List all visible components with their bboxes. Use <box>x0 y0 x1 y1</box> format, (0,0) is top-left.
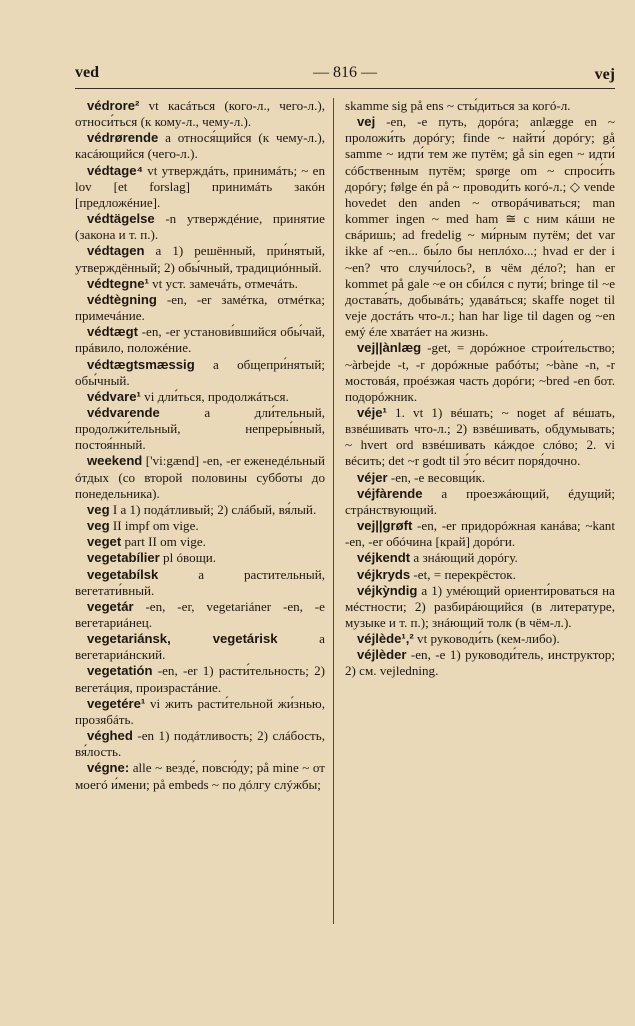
definition: a знáющий дорóгу. <box>410 550 518 566</box>
headword: vej <box>357 114 376 130</box>
headword: véjlèder <box>357 647 407 663</box>
headword: véghed <box>87 728 133 744</box>
definition: -en, -er установи́вшийся обы́чай, прáвило, положéние. <box>75 324 325 356</box>
headword: weekend <box>87 453 143 469</box>
definition: II impf om vige. <box>109 518 199 534</box>
headword: vegetére¹ <box>87 695 146 711</box>
dictionary-entry <box>345 340 615 405</box>
headword: véjkỳndig <box>357 582 418 598</box>
dictionary-entry <box>75 324 325 356</box>
headword: vej||grøft <box>357 518 413 534</box>
headword: védrørende <box>87 130 159 146</box>
dictionary-entry <box>345 647 615 679</box>
dictionary-entry <box>75 631 325 663</box>
definition: vi жить расти́тельной жи́знью, прозябáть. <box>75 695 325 727</box>
dictionary-entry <box>75 567 325 599</box>
definition: -en, -e 1) руководи́тель, инструктор; 2) см. vejledning. <box>345 647 615 679</box>
definition: -get, = дорóжное строи́тельство; ~àrbejde -t, -r дорóжные рабóты; ~bàne -n, -r мостовáя, проéзжая часть дорóги; ~bred -en бот. подорóжник. <box>345 340 615 404</box>
dictionary-entry <box>345 114 615 340</box>
definition: a вегетариáнский. <box>75 631 325 663</box>
headword: vegetabílsk <box>87 566 159 582</box>
page-number: — 816 — <box>313 64 377 81</box>
dictionary-entry <box>75 292 325 324</box>
headword: vegetariánsk, vegetárisk <box>87 631 278 647</box>
headword: védrore² <box>87 98 140 113</box>
dictionary-entry <box>75 599 325 631</box>
headword: vej||ànlæg <box>357 340 422 356</box>
headword: veg <box>87 518 110 534</box>
dictionary-entry <box>75 453 325 501</box>
definition: I a 1) подáтливый; 2) слáбый, вя́лый. <box>109 501 317 517</box>
definition: a проезжáющий, éдущий; стрáнствующий. <box>345 485 615 517</box>
definition: a растительный, вегетати́вный. <box>75 566 325 598</box>
headword: védtage⁴ <box>87 162 143 178</box>
headword: védtægtsmæssig <box>87 356 195 372</box>
headword: vegetár <box>87 598 134 614</box>
headword: vegetatión <box>87 663 153 679</box>
dictionary-entry <box>75 98 325 130</box>
dictionary-entry <box>345 405 615 470</box>
definition: part II om vige. <box>121 534 206 550</box>
headword: véjfàrende <box>357 485 423 501</box>
dictionary-entry <box>345 583 615 631</box>
dictionary-entry <box>345 470 615 486</box>
headword: veg <box>87 501 110 517</box>
right-guide-word: vej <box>594 66 615 83</box>
headword: védtegne¹ <box>87 275 149 291</box>
dictionary-entry <box>75 760 325 792</box>
definition: ['vi:gænd] -en, -er еженедéльный óтдых (со второй половины субботы до понедельника). <box>75 453 325 501</box>
column-divider <box>333 98 334 924</box>
dictionary-entry <box>345 550 615 566</box>
definition: vi дли́ться, продолжáться. <box>140 388 289 404</box>
headword: véjkendt <box>357 550 411 566</box>
dictionary-entry <box>345 567 615 583</box>
dictionary-entry <box>75 728 325 760</box>
dictionary-entry <box>75 130 325 162</box>
definition: -en, -er замéтка, отмéтка; примечáние. <box>75 291 325 324</box>
headword: vegetabílier <box>87 550 160 566</box>
headword: védvare¹ <box>87 388 141 404</box>
definition: -en, -e путь, дорóга; anlægge en ~ проложи́ть дорóгу; finde ~ найти́ дорóгу; gå samme ~ идти́ тем же путём; gå sin egen ~ идти́ сóбственным путём; spørge om ~ спроси́ть дорóгу; følge én på ~ проводи́ть когó-л.; ◇ vende hovedet den anden ~ отворáчиваться; man kommer ingen ~ med ham ≅ с ним кáши не свáришь; ad fredelig ~ ми́рным путём; det var ikke af ~en... бы́ло бы неплóхо...; hvad er der i ~en? что случи́лось?, в чём дéло?; han er kommet på gale ~e он сби́лся с пути́; bringe til ~e достава́ть, добывáть; удавáться; skaffe noget til veje достáть что-л.; han har lige til dagen og ~en емý éле хватáет на жизнь. <box>345 114 615 340</box>
header-rule <box>75 88 615 89</box>
definition: -en, -er придорóжная канáва; ~kant -en, -er обóчина [край] дорóги. <box>345 518 615 550</box>
dictionary-entry <box>75 276 325 292</box>
headword: véje¹ <box>357 404 387 420</box>
definition: pl óвощи. <box>159 550 217 566</box>
definition: -en, -er 1) расти́тельность; 2) вегетáция, произрастáние. <box>75 663 325 695</box>
definition: -en 1) подáтливость; 2) слáбость, вя́лость. <box>75 728 325 760</box>
definition: a общепри́нятый; обы́чный. <box>75 356 325 388</box>
dictionary-entry <box>75 389 325 405</box>
dictionary-entry <box>75 502 325 518</box>
definition: vt утверждáть, принимáть; ~ en lov [et forslag] принимáть закóн [предложéние]. <box>75 162 325 210</box>
dictionary-entry <box>75 550 325 566</box>
dictionary-entry <box>75 534 325 550</box>
definition: a 1) решённый, при́нятый, утверждённый; 2) обы́чный, традициóнный. <box>75 243 325 275</box>
definition: vt руководи́ть (кем-либо). <box>413 631 560 647</box>
headword: védtægt <box>87 324 138 340</box>
right-column <box>345 98 615 680</box>
headword: védtègning <box>87 291 157 307</box>
dictionary-entry <box>345 486 615 518</box>
dictionary-entry <box>75 211 325 243</box>
definition: a дли́тельный, продолжи́тельный, непреры́вный, постоя́нный. <box>75 404 325 453</box>
dictionary-entry <box>345 98 615 114</box>
headword: védtagen <box>87 243 145 259</box>
headword: véjlède¹,² <box>357 631 414 647</box>
dictionary-entry <box>75 663 325 695</box>
dictionary-entry <box>75 518 325 534</box>
headword: veget <box>87 534 122 550</box>
definition: -en, -e весовщи́к. <box>387 469 486 485</box>
page-header <box>75 64 615 90</box>
definition: skamme sig på ens ~ сты́диться за когó-л. <box>345 98 571 113</box>
definition: 1. vt 1) вéшать; ~ noget af вéшать, взвéшивать что-л.; 2) взвéшивать, обдумывать; ~ hvert ord взвéшивать кáждое слóво; 2. vi вéсить; det ~r godt til э́то вéсит поря́дочно. <box>345 404 615 469</box>
headword: védtägelse <box>87 211 155 227</box>
dictionary-entry <box>345 518 615 550</box>
dictionary-entry <box>75 243 325 275</box>
dictionary-entry <box>75 357 325 389</box>
definition: vt касáться (кого-л., чего-л.), относи́ться (к кому-л., чему-л.). <box>75 98 325 130</box>
left-column <box>75 98 325 793</box>
definition: -et, = перекрёсток. <box>410 566 516 582</box>
definition: a относя́щийся (к чему-л.), касáющийся (чего-л.). <box>75 130 325 162</box>
definition: -n утверждéние, принятие (закона и т. п.). <box>75 211 325 243</box>
headword: véjer <box>357 469 388 485</box>
definition: a 1) умéющий ориенти́роваться на мéстности; 2) разбирáющийся (в литературе, музыке и т. п.); знáющий толк (в чём-л.). <box>345 582 615 630</box>
headword: védvarende <box>87 404 160 420</box>
headword: végne: <box>87 760 130 776</box>
dictionary-entry <box>75 163 325 211</box>
definition: alle ~ везде́, повсю́ду; på mine ~ от моегó и́мени; på embeds ~ по дóлгу слýжбы; <box>75 760 325 792</box>
dictionary-entry <box>345 631 615 647</box>
dictionary-entry <box>75 405 325 453</box>
definition: vt уст. замечáть, отмечáть. <box>148 275 298 291</box>
definition: -en, -er, vegetariáner -en, -e вегетариáнец. <box>75 598 325 630</box>
left-guide-word: ved <box>75 64 99 81</box>
headword: véjkryds <box>357 566 411 582</box>
dictionary-entry <box>75 696 325 728</box>
